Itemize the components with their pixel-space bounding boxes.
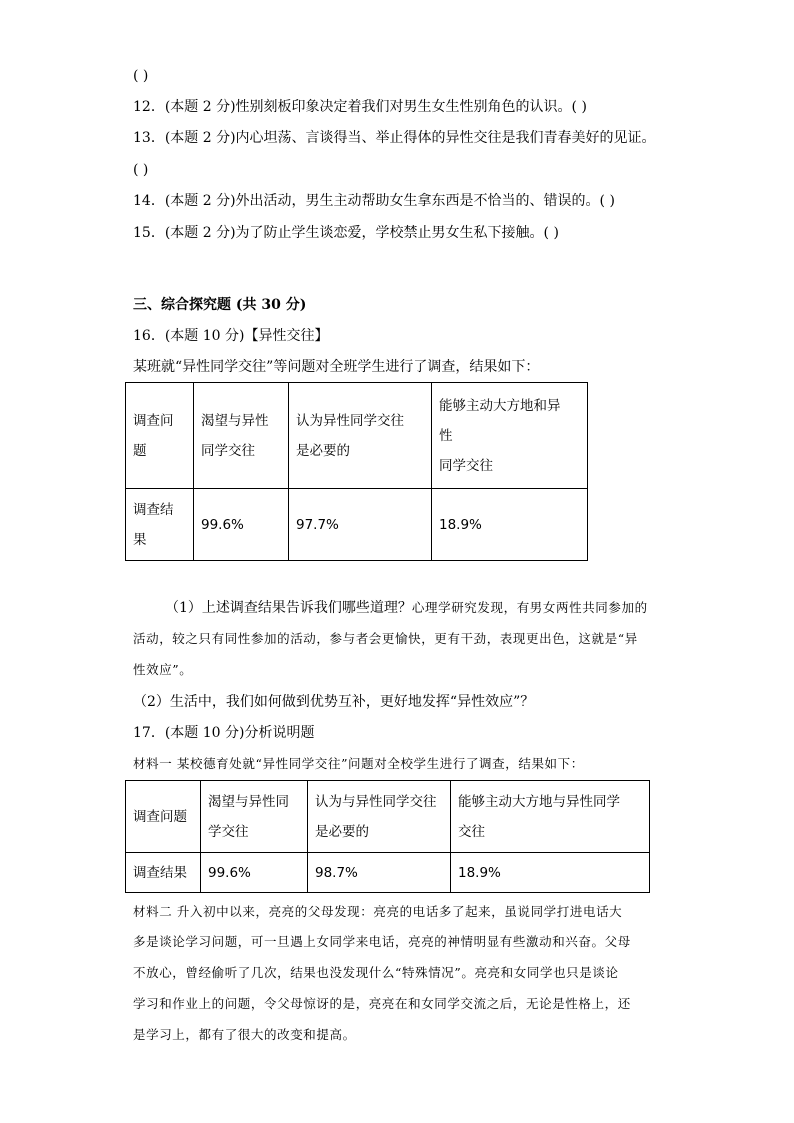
material-2-line: 多是谈论学习问题，可一旦遇上女同学来电话，亮亮的神情明显有些激动和兴奋。父母 (133, 934, 631, 949)
question-15: 15．(本题 2 分)为了防止学生谈恋爱，学校禁止男女生私下接触。( ) (133, 225, 559, 241)
table-header-cell (201, 781, 308, 853)
cell-line: 调查问 (133, 412, 174, 429)
q16-part1-line (165, 598, 648, 618)
table-row (126, 781, 650, 853)
table-row-label (126, 489, 194, 561)
table-row-label: 调查结果 (126, 853, 201, 893)
question-13: 13．(本题 2 分)内心坦荡、言谈得当、举止得体的异性交往是我们青春美好的见证。 (133, 130, 656, 146)
table-cell: 99.6% (194, 489, 289, 561)
table-cell: 99.6% (201, 853, 308, 893)
table-header-cell (126, 383, 194, 489)
table-row (126, 853, 650, 893)
q11-answer-blank: ( ) (133, 68, 149, 84)
material-1: 材料一 某校德育处就“异性同学交往”问题对全校学生进行了调查，结果如下： (133, 756, 584, 771)
cell-line: 题 (133, 442, 147, 459)
table-header-cell (289, 383, 432, 489)
cell-line: 渴望与异性同 (208, 793, 289, 810)
q16-part2: （2）生活中，我们如何做到优势互补，更好地发挥“异性效应”？ (133, 694, 535, 710)
cell-line: 交往 (458, 823, 485, 840)
table-header-cell (432, 383, 588, 489)
survey-table-class (125, 382, 588, 561)
cell-line: 能够主动大方地与异性同学 (458, 793, 620, 810)
question-12: 12．(本题 2 分)性别刻板印象决定着我们对男生女生性别角色的认识。( ) (133, 99, 587, 115)
material-2-line: 是学习上，都有了很大的改变和提高。 (133, 1027, 356, 1042)
table-cell: 98.7% (308, 853, 451, 893)
section-3-title: 三、综合探究题 (共 30 分) (133, 297, 307, 313)
q13-answer-blank: ( ) (133, 162, 149, 178)
question-16-heading: 16．(本题 10 分)【异性交往】 (133, 328, 329, 344)
material-2-line: 学习和作业上的问题，令父母惊讶的是，亮亮在和女同学交流之后，无论是性格上，还 (133, 996, 631, 1011)
cell-line: 调查结 (133, 501, 174, 518)
survey-table-school (125, 780, 650, 893)
cell-line: 果 (133, 531, 147, 548)
cell-line: 同学交往 (201, 442, 255, 459)
cell-line: 认为异性同学交往 (296, 412, 404, 429)
material-2-line: 不放心，曾经偷听了几次，结果也没发现什么“特殊情况”。亮亮和女同学也只是谈论 (133, 965, 619, 980)
cell-line: 学交往 (208, 823, 249, 840)
cell-line: 是必要的 (296, 442, 350, 459)
question-14: 14．(本题 2 分)外出活动，男生主动帮助女生拿东西是不恰当的、错误的。( ) (133, 193, 615, 209)
table-cell: 97.7% (289, 489, 432, 561)
cell-line: 认为与异性同学交往 (315, 793, 437, 810)
q16-part1-material: 心理学研究发现，有男女两性共同参加的 (411, 600, 648, 615)
material-2-line: 材料二 升入初中以来，亮亮的父母发现：亮亮的电话多了起来，虽说同学打进电话大 (133, 904, 623, 919)
table-cell: 18.9% (432, 489, 588, 561)
q16-part1-question: （1）上述调查结果告诉我们哪些道理？ (165, 600, 412, 616)
table-header-cell (451, 781, 650, 853)
table-row (126, 383, 588, 489)
cell-line: 能够主动大方地和异 (439, 397, 561, 414)
table-header-cell (308, 781, 451, 853)
cell-line: 渴望与异性 (201, 412, 269, 429)
q16-part1-material-line: 性效应”。 (133, 662, 193, 677)
table-header-cell (194, 383, 289, 489)
table-row (126, 489, 588, 561)
cell-line: 是必要的 (315, 823, 369, 840)
question-16-intro: 某班就“异性同学交往”等问题对全班学生进行了调查，结果如下： (133, 359, 540, 375)
table-header-cell: 调查问题 (126, 781, 201, 853)
q16-part1-material-line: 活动，较之只有同性参加的活动，参与者会更愉快，更有干劲，表现更出色，这就是“异 (133, 631, 638, 646)
question-17-heading: 17．(本题 10 分)分析说明题 (133, 725, 315, 741)
cell-line: 同学交往 (439, 457, 493, 474)
table-cell: 18.9% (451, 853, 650, 893)
cell-line: 性 (439, 427, 453, 444)
